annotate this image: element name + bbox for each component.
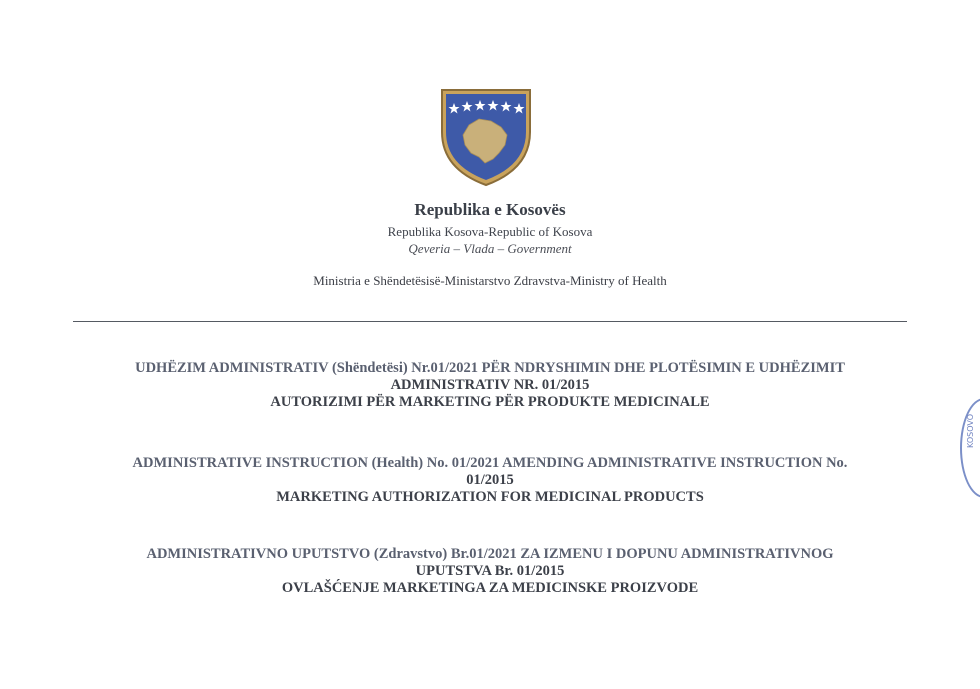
header-divider [73, 321, 907, 322]
heading-albanian-line3: AUTORIZIMI PËR MARKETING PËR PRODUKTE MEDICINALE [270, 394, 710, 410]
heading-albanian-line1: UDHËZIM ADMINISTRATIV (Shëndetësi) Nr.01/2021 PËR NDRYSHIMIN DHE PLOTËSIMIN E UDHËZIMIT [135, 360, 845, 376]
heading-serbian [60, 546, 920, 597]
government-line: Qeveria – Vlada – Government [408, 241, 572, 256]
ministry-line: Ministria e Shëndetësisë-Ministarstvo Zdravstva-Ministry of Health [313, 273, 667, 288]
heading-english-line1: ADMINISTRATIVE INSTRUCTION (Health) No. 01/2021 AMENDING ADMINISTRATIVE INSTRUCTION No. [132, 455, 848, 471]
heading-albanian-line2: ADMINISTRATIV NR. 01/2015 [390, 377, 590, 393]
heading-serbian-line1: ADMINISTRATIVNO UPUTSTVO (Zdravstvo) Br.01/2021 ZA IZMENU I DOPUNU ADMINISTRATIVNOG [146, 546, 834, 562]
heading-english-line3: MARKETING AUTHORIZATION FOR MEDICINAL PRODUCTS [276, 489, 704, 505]
heading-english [60, 455, 920, 506]
kosovo-coat-of-arms-icon [439, 87, 533, 187]
official-stamp [960, 398, 980, 498]
heading-serbian-line2: UPUTSTVA Br. 01/2015 [415, 563, 565, 579]
republic-subtitle: Republika Kosova-Republic of Kosova [387, 224, 593, 239]
heading-albanian [60, 360, 920, 411]
heading-serbian-line3: OVLAŠĆENJE MARKETINGA ZA MEDICINSKE PROIZVODE [281, 580, 699, 596]
republic-title: Republika e Kosovës [414, 200, 566, 219]
stamp-text: KOSOVO [966, 414, 975, 448]
heading-english-line2: 01/2015 [466, 472, 514, 488]
